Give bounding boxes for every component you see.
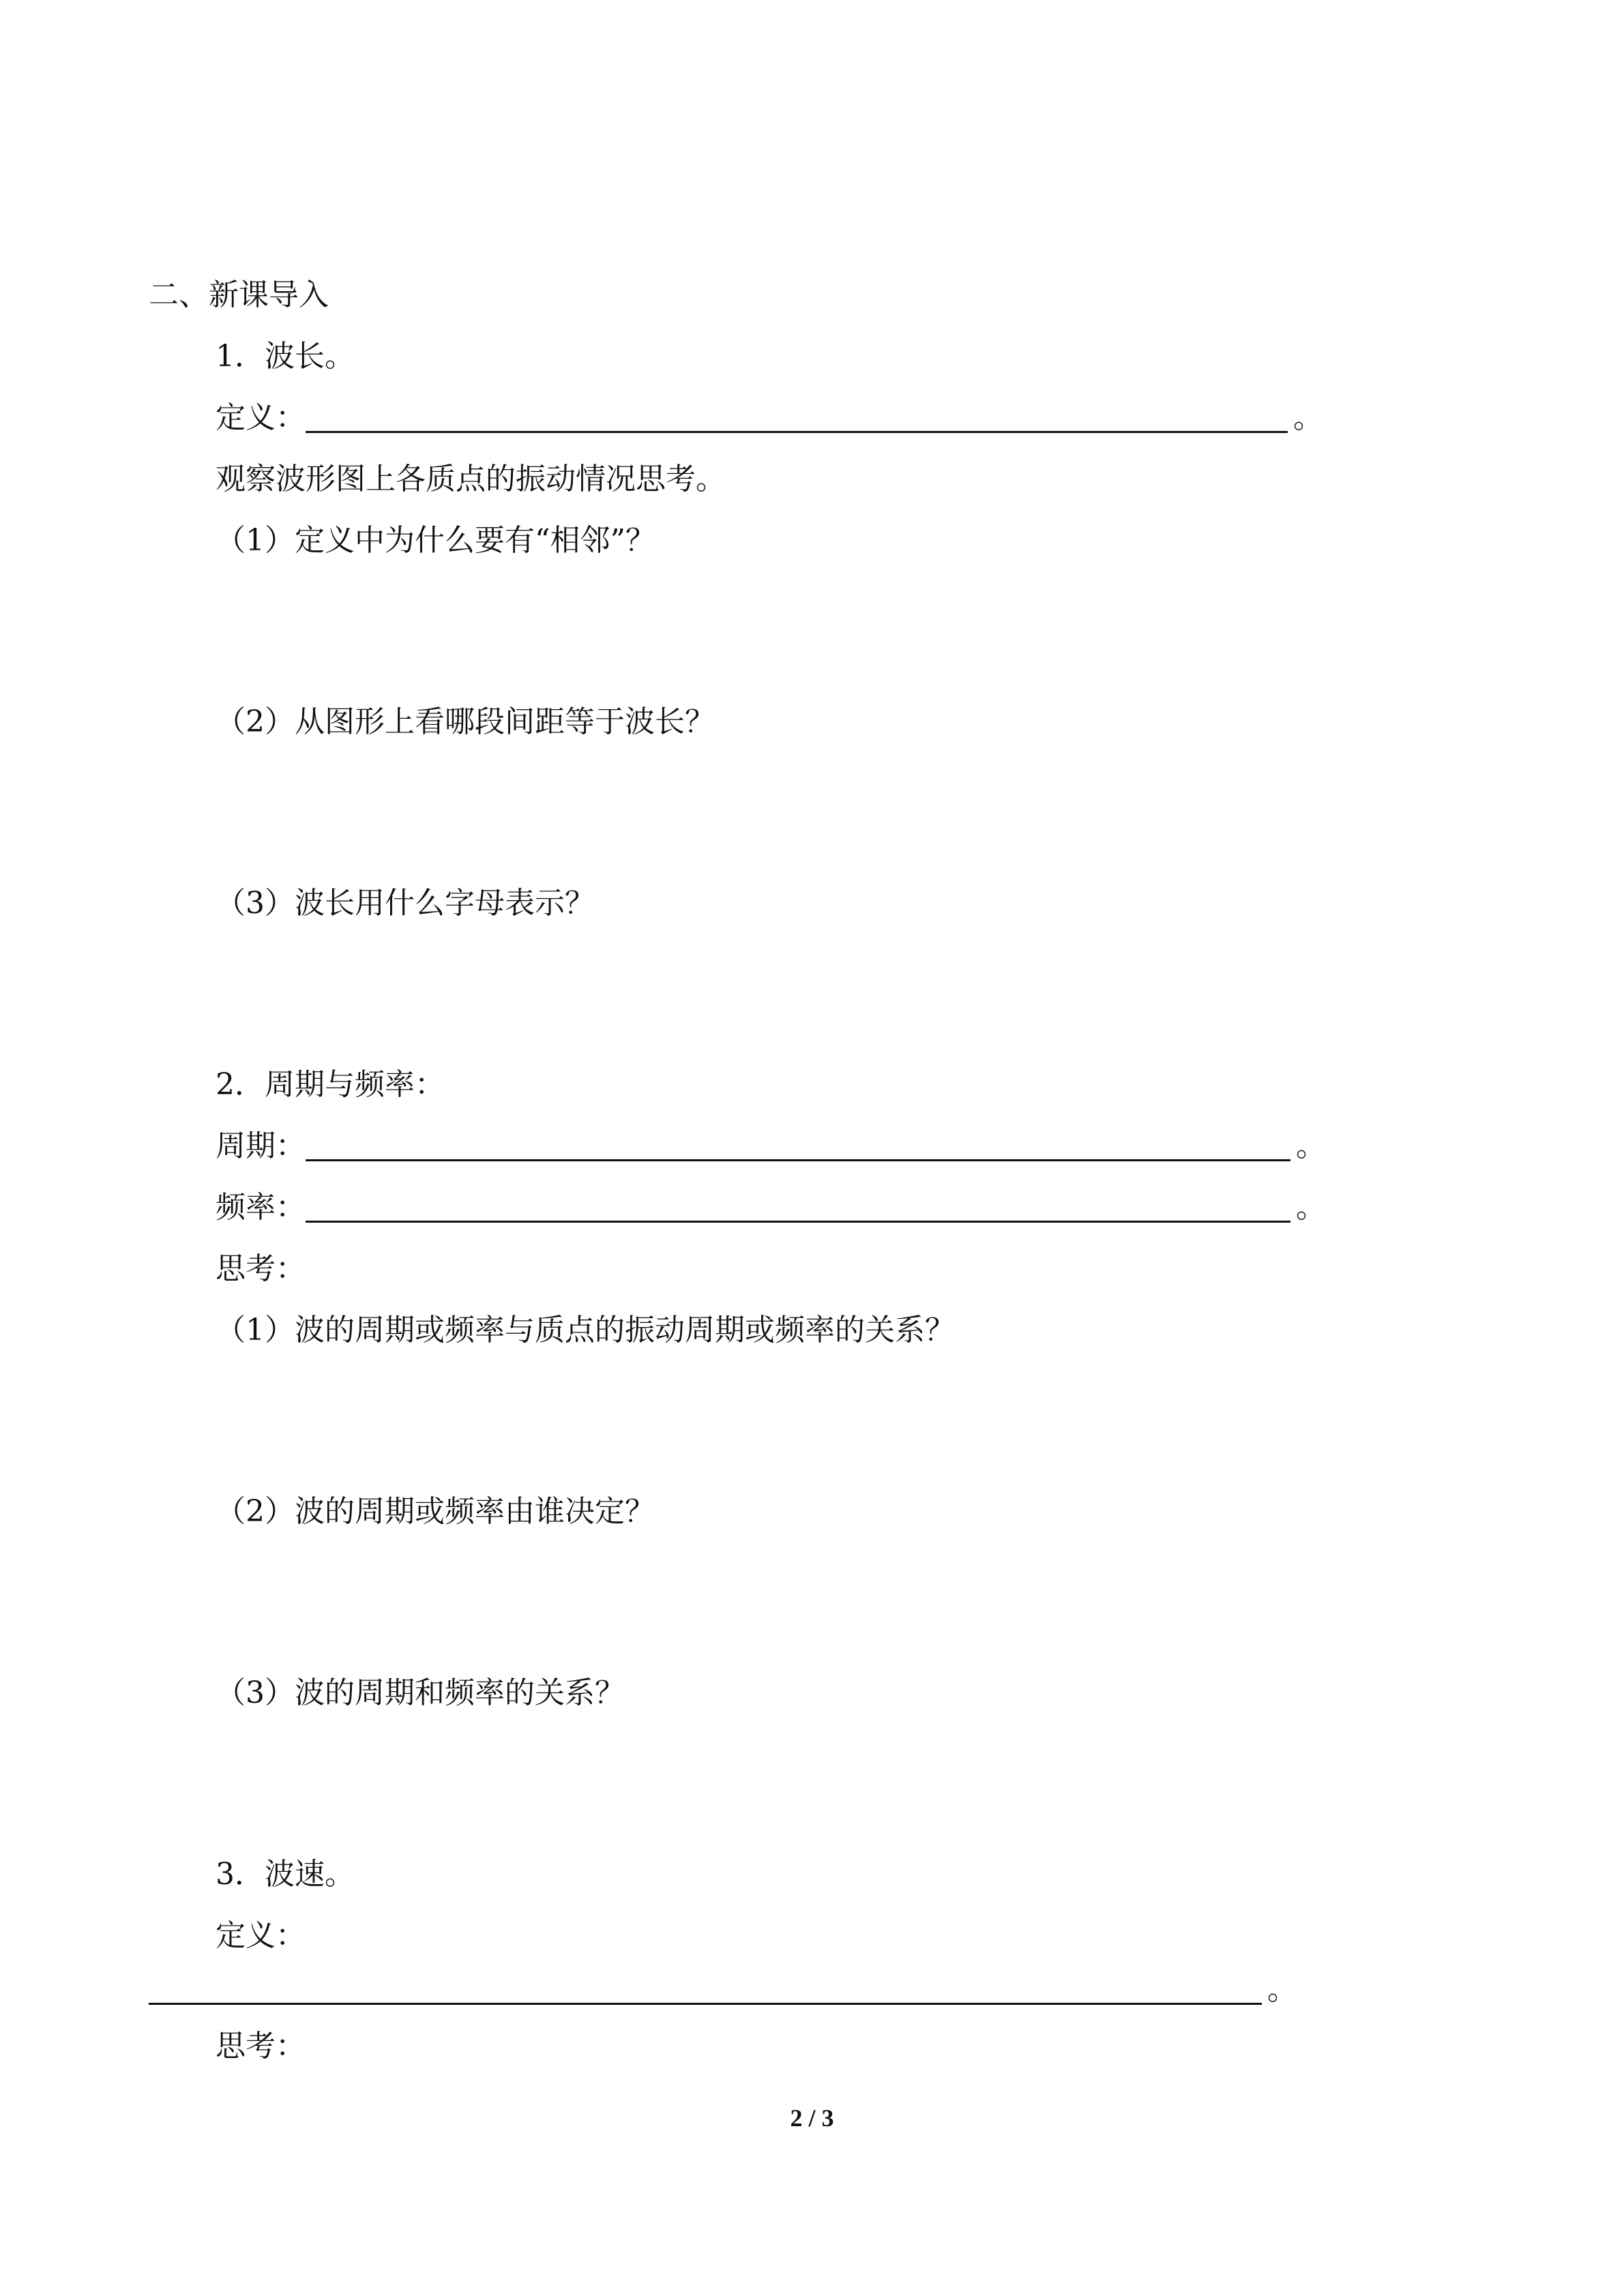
period-question-1: （1）波的周期或频率与质点的振动周期或频率的关系？ [216, 1313, 955, 1347]
frequency-label: 频率： [216, 1190, 306, 1225]
speed-think-label: 思考： [216, 2029, 306, 2063]
wavelength-definition-field[interactable] [216, 398, 1323, 438]
wavelength-question-3: （3）波长用什么字母表示？ [216, 886, 595, 921]
page-number: 2 / 3 [790, 2104, 834, 2132]
period-field[interactable] [216, 1126, 1326, 1167]
wavelength-definition-blank[interactable] [306, 431, 1288, 433]
wavelength-definition-label: 定义： [216, 400, 306, 435]
wavelength-question-1: （1）定义中为什么要有“相邻”？ [216, 523, 655, 558]
period-label: 周期： [216, 1129, 306, 1163]
period-blank[interactable] [306, 1159, 1290, 1161]
section-title: 二、新课导入 [149, 278, 329, 312]
frequency-blank[interactable] [306, 1221, 1290, 1223]
observe-instruction: 观察波形图上各质点的振动情况思考。 [216, 462, 726, 496]
speed-definition-blank[interactable] [149, 2003, 1262, 2005]
speed-definition-label: 定义： [216, 1918, 306, 1953]
period-think-label: 思考： [216, 1251, 306, 1286]
speed-heading: 3．波速。 [216, 1857, 355, 1892]
period-question-2: （2）波的周期或频率由谁决定？ [216, 1494, 655, 1529]
speed-definition-end: 。 [1267, 1972, 1297, 2007]
speed-definition-field[interactable] [149, 1969, 1297, 2010]
wavelength-heading: 1．波长。 [216, 339, 355, 374]
period-heading: 2．周期与频率： [216, 1067, 445, 1102]
wavelength-question-2: （2）从图形上看哪段间距等于波长？ [216, 704, 715, 739]
period-question-3: （3）波的周期和频率的关系？ [216, 1675, 625, 1710]
wavelength-definition-end: 。 [1293, 400, 1323, 435]
frequency-field[interactable] [216, 1187, 1326, 1228]
period-end: 。 [1296, 1129, 1326, 1163]
frequency-end: 。 [1296, 1190, 1326, 1225]
